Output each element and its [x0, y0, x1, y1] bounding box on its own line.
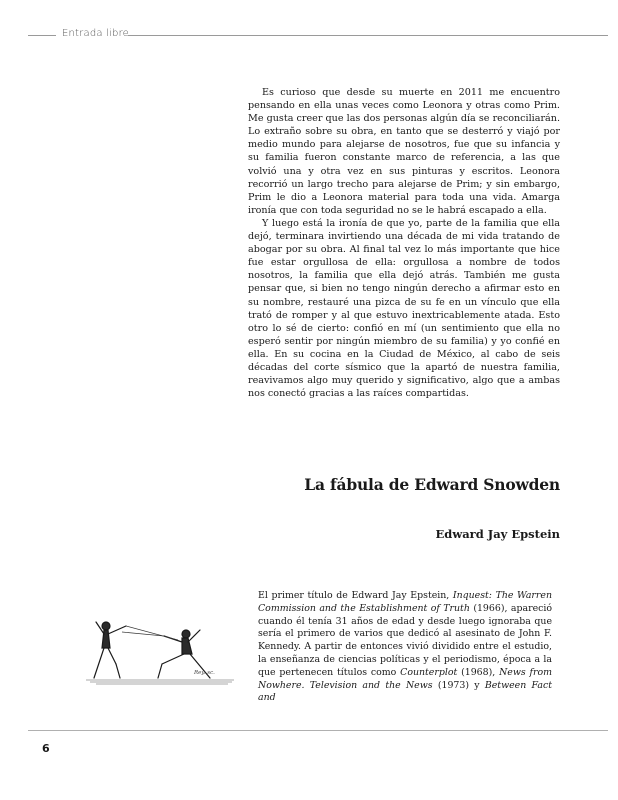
header-rule-right: [128, 35, 608, 36]
body-paragraph: Y luego está la ironía de que yo, parte de la familia que ella dejó, terminara invirtiendo una década de mi vida tratando de abogar por su obra. Al final tal vez lo más importante que hice fue estar orgullosa de ella: orgullosa a nombre de todos nosotros, la familia que ella dejó atrás. También me gusta pensar que, si bien no tengo ningún derecho a afirmar esto en su nombre, restauré una pizca de su fe en un vínculo que ella trató de romper y al que estuvo inextricablemente atada. Esto otro lo sé de cierto: confió en mí (un sentimiento que ella no esperó sentir por ningún miembro de su familia) y yo confié en ella. En su cocina en la Ciudad de México, al cabo de seis décadas del corte sísmico que la apartó de nuestra familia, reavivamos algo muy querido y significativo, algo que a ambas nos conectó gracias a las raíces compartidas.: [248, 217, 560, 400]
intro-text-run: (1968),: [457, 666, 500, 678]
book-title: News from Nowhere. Television and the News: [258, 666, 552, 691]
footer-rule: [28, 730, 608, 731]
body-paragraph: Es curioso que desde su muerte en 2011 me encuentro pensando en ella unas veces como Leonora y otras como Prim. Me gusta creer que las dos personas algún día se reconciliarán. Lo extraño sobre su obra, en tanto que se desterró y viajó por medio mundo para alejarse de nosotros, fue que su infancia y su familia fueron constante marco de referencia, a las que volvió una y otra vez en sus pinturas y escritos. Leonora recorrió un largo trecho para alejarse de Prim; y sin embargo, Prim le dio a Leonora material para toda una vida. Amarga ironía que con toda seguridad no se le habrá escapado a ella.: [248, 87, 560, 216]
engraver-signature: Rey. sc.: [194, 670, 215, 676]
article-title: La fábula de Edward Snowden: [304, 475, 560, 494]
intro-text-run: (1973) y: [432, 679, 485, 691]
section-header: Entrada libre: [62, 28, 130, 39]
page-number: 6: [42, 742, 50, 755]
intro-text-run: El primer título de Edward Jay Epstein,: [258, 590, 453, 601]
intro-paragraph: [258, 590, 552, 705]
intro-text: [258, 590, 552, 705]
book-title: Counterplot: [400, 666, 458, 678]
article-author: Edward Jay Epstein: [435, 527, 560, 541]
intro-text-run: (1966), apareció cuando él tenía 31 años de edad y desde luego ignoraba que sería el primero de varios que dedicó al asesinato de John F. Kennedy. A partir de entonces vivió dividido entre el estudio, la enseñanza de ciencias políticas y el periodismo, época a la que pertenecen títulos como: [258, 602, 553, 678]
header-rule-left: [28, 35, 56, 36]
fencing-illustration: [82, 602, 238, 686]
book-title: Inquest: The Warren Commission and the Establishment of Truth: [258, 590, 552, 614]
body-text: [248, 86, 560, 400]
book-title: Between Fact and: [258, 679, 552, 704]
